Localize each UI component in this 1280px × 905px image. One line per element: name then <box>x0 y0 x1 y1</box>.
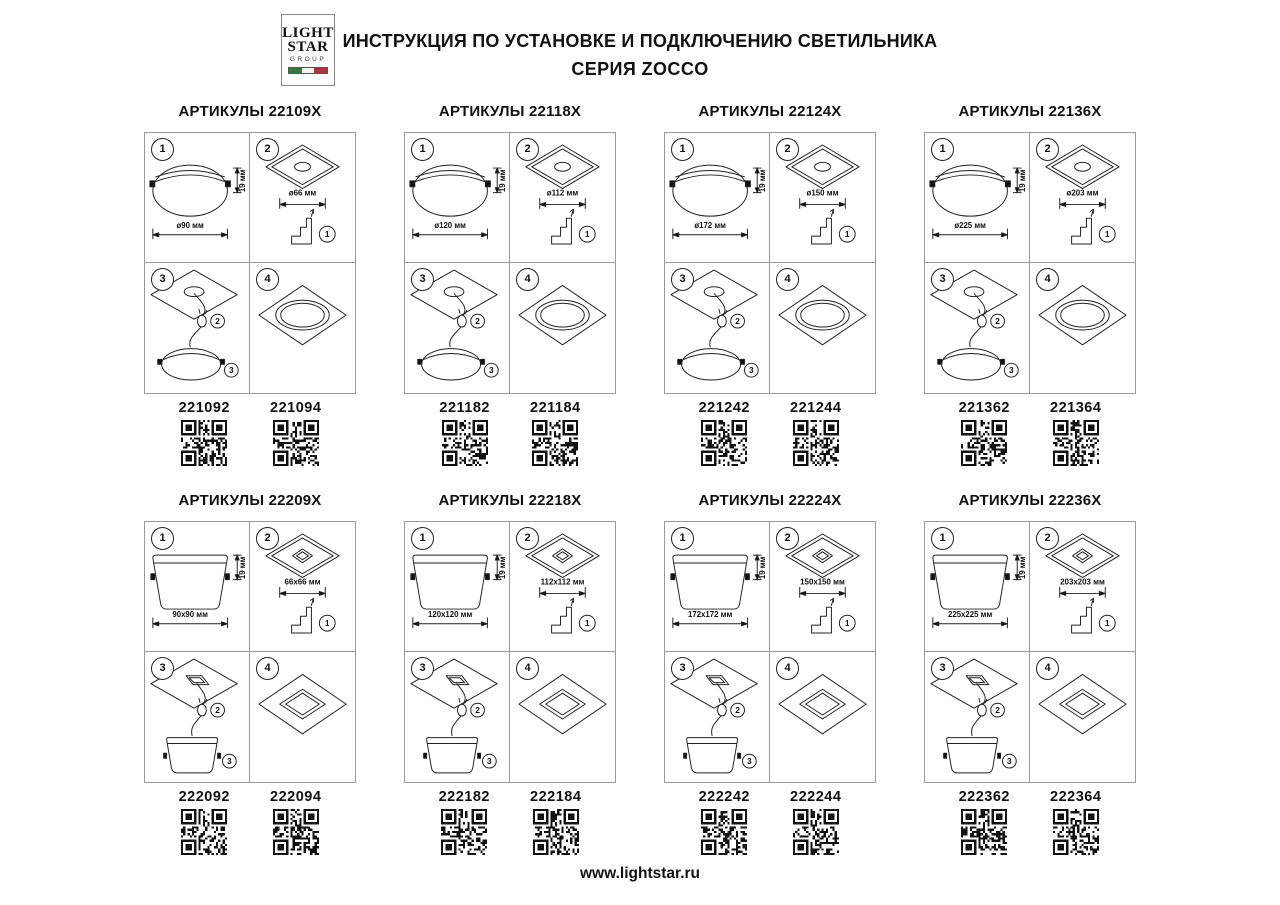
article-item <box>1050 400 1101 466</box>
steps-grid <box>924 132 1136 394</box>
svg-text:1: 1 <box>584 618 590 629</box>
callout-3 <box>1003 754 1017 768</box>
article-number: 222364 <box>1050 789 1102 805</box>
qr-code <box>442 420 488 466</box>
step-cell-2 <box>1030 522 1135 652</box>
step-number-badge: 3 <box>931 268 954 291</box>
steps-grid <box>664 132 876 394</box>
step-number-badge: 1 <box>151 527 174 550</box>
panel <box>664 492 876 855</box>
callout-1 <box>1099 226 1115 242</box>
svg-text:3: 3 <box>749 365 754 376</box>
svg-text:2: 2 <box>995 705 1000 716</box>
callout-3 <box>223 754 237 768</box>
qr-code <box>961 420 1007 466</box>
svg-text:3: 3 <box>1009 365 1014 376</box>
callout-2 <box>991 314 1005 328</box>
svg-text:3: 3 <box>489 365 494 376</box>
qr-code <box>532 420 578 466</box>
steps-grid <box>924 521 1136 783</box>
callout-3 <box>483 754 497 768</box>
cutout-size-label: ø150 мм <box>806 188 839 198</box>
callout-2 <box>211 703 225 717</box>
fixture-height-label: 19 мм <box>758 556 768 580</box>
svg-text:3: 3 <box>747 756 752 767</box>
step-number-badge: 2 <box>1036 138 1059 161</box>
cutout-size-label: 203x203 мм <box>1060 577 1105 587</box>
cutout-size-label: ø203 мм <box>1066 188 1099 198</box>
qr-code <box>441 809 487 855</box>
callout-2 <box>471 314 485 328</box>
svg-text:3: 3 <box>487 756 492 767</box>
article-codes <box>144 789 356 855</box>
cutout-size-label: ø112 мм <box>546 188 579 198</box>
qr-code <box>181 420 227 466</box>
step-cell-2 <box>1030 133 1135 263</box>
callout-1 <box>319 226 335 242</box>
panel-title: АРТИКУЛЫ 22218X <box>438 492 582 509</box>
steps-grid <box>144 521 356 783</box>
step-number-badge: 2 <box>516 527 539 550</box>
article-item <box>530 789 581 855</box>
callout-2 <box>991 703 1005 717</box>
callout-2 <box>211 314 225 328</box>
qr-code <box>533 809 579 855</box>
fixture-height-label: 19 мм <box>238 169 248 193</box>
panel-title: АРТИКУЛЫ 22236X <box>958 492 1102 509</box>
step-cell-1 <box>145 522 250 652</box>
step-cell-3 <box>405 263 510 393</box>
svg-text:3: 3 <box>227 756 232 767</box>
step-number-badge: 1 <box>411 138 434 161</box>
fixture-height-label: 19 мм <box>1018 556 1028 580</box>
title-line-2: СЕРИЯ ZOCCO <box>571 59 709 79</box>
svg-text:3: 3 <box>1007 756 1012 767</box>
callout-3 <box>224 363 238 377</box>
svg-text:2: 2 <box>215 316 220 327</box>
svg-text:3: 3 <box>229 365 234 376</box>
article-number: 221182 <box>439 400 490 416</box>
callout-3 <box>484 363 498 377</box>
fixture-width-label: ø172 мм <box>694 220 726 230</box>
step-cell-2 <box>250 133 355 263</box>
panel-title: АРТИКУЛЫ 22118X <box>438 103 582 120</box>
svg-text:1: 1 <box>1104 229 1110 240</box>
article-number: 222362 <box>958 789 1010 805</box>
document-title <box>0 31 1280 80</box>
article-number: 222092 <box>178 789 230 805</box>
svg-text:2: 2 <box>995 316 1000 327</box>
step-number-badge: 2 <box>1036 527 1059 550</box>
qr-code <box>961 809 1007 855</box>
article-item <box>179 789 230 855</box>
fixture-width-label: 225x225 мм <box>948 609 993 619</box>
svg-text:1: 1 <box>844 618 850 629</box>
title-line-1: ИНСТРУКЦИЯ ПО УСТАНОВКЕ И ПОДКЛЮЧЕНИЮ СВЕТИЛЬНИКА <box>342 31 938 51</box>
steps-grid <box>144 132 356 394</box>
step-cell-4 <box>1030 652 1135 782</box>
article-codes <box>924 400 1136 466</box>
step-number-badge: 2 <box>776 527 799 550</box>
fixture-height-label: 19 мм <box>758 169 768 193</box>
step-cell-3 <box>145 263 250 393</box>
article-item <box>1050 789 1101 855</box>
qr-code <box>181 809 227 855</box>
article-item <box>439 400 490 466</box>
panel <box>144 103 356 466</box>
step-cell-4 <box>250 263 355 393</box>
panel-title: АРТИКУЛЫ 22109X <box>178 103 322 120</box>
fixture-width-label: 120x120 мм <box>428 609 473 619</box>
callout-1 <box>839 615 855 631</box>
qr-code <box>701 809 747 855</box>
svg-text:2: 2 <box>735 316 740 327</box>
fixture-width-label: ø225 мм <box>954 220 986 230</box>
article-codes <box>404 789 616 855</box>
cutout-size-label: 66x66 мм <box>284 577 321 587</box>
svg-text:1: 1 <box>844 229 850 240</box>
article-number: 221094 <box>270 400 322 416</box>
qr-code <box>273 420 319 466</box>
steps-grid <box>404 521 616 783</box>
article-item <box>959 400 1010 466</box>
article-number: 221184 <box>530 400 581 416</box>
step-number-badge: 1 <box>931 138 954 161</box>
article-number: 222094 <box>270 789 322 805</box>
fixture-width-label: 172x172 мм <box>688 609 733 619</box>
steps-grid <box>404 132 616 394</box>
fixture-height-label: 19 мм <box>1018 169 1028 193</box>
panel <box>404 103 616 466</box>
fixture-width-label: ø90 мм <box>176 220 204 230</box>
step-number-badge: 2 <box>516 138 539 161</box>
fixture-height-label: 19 мм <box>498 556 508 580</box>
step-cell-4 <box>510 652 615 782</box>
step-cell-1 <box>145 133 250 263</box>
step-number-badge: 4 <box>776 657 799 680</box>
step-cell-1 <box>665 522 770 652</box>
callout-1 <box>579 226 595 242</box>
panel <box>404 492 616 855</box>
step-cell-3 <box>665 263 770 393</box>
article-item <box>530 400 581 466</box>
article-number: 221364 <box>1050 400 1102 416</box>
qr-code <box>793 420 839 466</box>
panel-title: АРТИКУЛЫ 22136X <box>958 103 1102 120</box>
svg-text:2: 2 <box>215 705 220 716</box>
article-number: 221092 <box>178 400 230 416</box>
article-item <box>959 789 1010 855</box>
qr-code <box>701 420 747 466</box>
fixture-height-label: 19 мм <box>498 169 508 193</box>
article-number: 222242 <box>698 789 750 805</box>
svg-text:1: 1 <box>324 229 330 240</box>
step-number-badge: 4 <box>256 268 279 291</box>
callout-1 <box>839 226 855 242</box>
step-number-badge: 4 <box>776 268 799 291</box>
svg-text:1: 1 <box>1104 618 1110 629</box>
article-number: 221362 <box>958 400 1010 416</box>
step-number-badge: 4 <box>1036 268 1059 291</box>
qr-code <box>273 809 319 855</box>
callout-1 <box>1099 615 1115 631</box>
svg-text:2: 2 <box>475 316 480 327</box>
article-item <box>699 400 750 466</box>
step-number-badge: 2 <box>776 138 799 161</box>
cutout-size-label: ø66 мм <box>288 188 317 198</box>
square-fixtures-row <box>0 492 1280 855</box>
panel <box>924 103 1136 466</box>
step-cell-4 <box>770 652 875 782</box>
website-url: www.lightstar.ru <box>580 865 700 882</box>
article-item <box>270 400 321 466</box>
callout-3 <box>744 363 758 377</box>
article-number: 222244 <box>790 789 842 805</box>
step-cell-2 <box>770 522 875 652</box>
article-codes <box>144 400 356 466</box>
article-item <box>699 789 750 855</box>
panel-title: АРТИКУЛЫ 22209X <box>178 492 322 509</box>
step-cell-3 <box>925 263 1030 393</box>
panel <box>144 492 356 855</box>
step-number-badge: 1 <box>411 527 434 550</box>
logo-text-star: STAR <box>287 39 329 55</box>
callout-2 <box>731 703 745 717</box>
step-cell-2 <box>250 522 355 652</box>
steps-grid <box>664 521 876 783</box>
step-cell-1 <box>925 522 1030 652</box>
step-number-badge: 3 <box>411 268 434 291</box>
article-codes <box>924 789 1136 855</box>
callout-3 <box>1004 363 1018 377</box>
step-number-badge: 4 <box>1036 657 1059 680</box>
article-codes <box>664 400 876 466</box>
step-number-badge: 4 <box>516 268 539 291</box>
svg-text:2: 2 <box>475 705 480 716</box>
cutout-size-label: 112x112 мм <box>540 577 585 587</box>
step-number-badge: 2 <box>256 138 279 161</box>
panel <box>664 103 876 466</box>
step-cell-1 <box>405 133 510 263</box>
step-cell-1 <box>665 133 770 263</box>
qr-code <box>1053 420 1099 466</box>
article-number: 221244 <box>790 400 842 416</box>
step-number-badge: 1 <box>671 527 694 550</box>
step-cell-2 <box>770 133 875 263</box>
step-number-badge: 3 <box>931 657 954 680</box>
step-number-badge: 4 <box>256 657 279 680</box>
article-number: 222182 <box>438 789 490 805</box>
fixture-width-label: ø120 мм <box>434 220 466 230</box>
panel-title: АРТИКУЛЫ 22124X <box>698 103 842 120</box>
step-cell-3 <box>665 652 770 782</box>
step-cell-3 <box>925 652 1030 782</box>
step-number-badge: 2 <box>256 527 279 550</box>
callout-2 <box>471 703 485 717</box>
logo-text-group: GROUP <box>289 56 327 63</box>
callout-2 <box>731 314 745 328</box>
step-number-badge: 3 <box>671 657 694 680</box>
callout-1 <box>579 615 595 631</box>
step-cell-1 <box>925 133 1030 263</box>
step-number-badge: 3 <box>151 657 174 680</box>
callout-3 <box>743 754 757 768</box>
step-cell-2 <box>510 133 615 263</box>
article-item <box>790 400 841 466</box>
step-number-badge: 3 <box>411 657 434 680</box>
step-cell-4 <box>1030 263 1135 393</box>
step-cell-4 <box>770 263 875 393</box>
step-number-badge: 1 <box>671 138 694 161</box>
article-item <box>179 400 230 466</box>
step-cell-3 <box>405 652 510 782</box>
svg-text:1: 1 <box>584 229 590 240</box>
step-cell-4 <box>250 652 355 782</box>
step-number-badge: 3 <box>671 268 694 291</box>
step-cell-2 <box>510 522 615 652</box>
article-item <box>270 789 321 855</box>
fixture-height-label: 19 мм <box>238 556 248 580</box>
step-number-badge: 1 <box>931 527 954 550</box>
article-item <box>790 789 841 855</box>
step-number-badge: 1 <box>151 138 174 161</box>
article-item <box>439 789 490 855</box>
step-cell-4 <box>510 263 615 393</box>
step-number-badge: 4 <box>516 657 539 680</box>
qr-code <box>793 809 839 855</box>
panel <box>924 492 1136 855</box>
cutout-size-label: 150x150 мм <box>800 577 845 587</box>
qr-code <box>1053 809 1099 855</box>
step-number-badge: 3 <box>151 268 174 291</box>
svg-text:1: 1 <box>324 618 330 629</box>
step-cell-3 <box>145 652 250 782</box>
logo-text-light: LIGHT <box>282 25 334 41</box>
panel-title: АРТИКУЛЫ 22224X <box>698 492 842 509</box>
callout-1 <box>319 615 335 631</box>
svg-text:2: 2 <box>735 705 740 716</box>
fixture-width-label: 90x90 мм <box>172 609 208 619</box>
article-number: 221242 <box>698 400 750 416</box>
round-fixtures-row <box>0 103 1280 466</box>
step-cell-1 <box>405 522 510 652</box>
article-codes <box>664 789 876 855</box>
article-number: 222184 <box>530 789 582 805</box>
article-codes <box>404 400 616 466</box>
